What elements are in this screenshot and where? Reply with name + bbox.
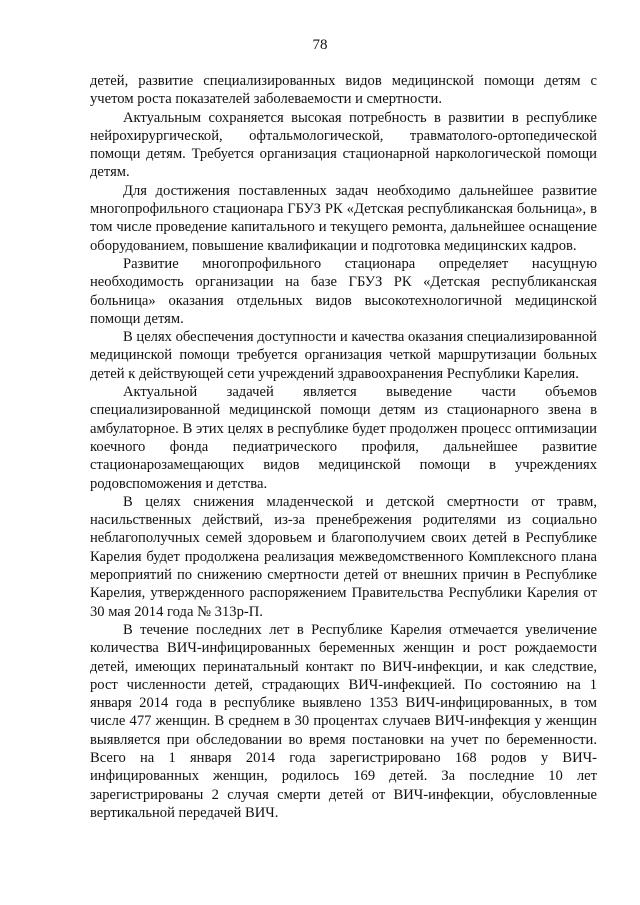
body-text (90, 72, 597, 822)
paragraph: Для достижения поставленных задач необходимо дальнейшее развитие многопрофильного стационара ГБУЗ РК «Детская республиканская больница», в том числе проведение капитального и текущего ремонта, дальнейшее оснащение оборудованием, повышение квалификации и подготовка медицинских кадров. (90, 182, 597, 254)
paragraph: Развитие многопрофильного стационара определяет насущную необходимость организации на базе ГБУЗ РК «Детская республиканская больница» оказания отдельных видов высокотехнологичной медицинской помощи детям. (90, 255, 597, 327)
paragraph: Актуальным сохраняется высокая потребность в развитии в республике нейрохирургической, офтальмологической, травматолого-ортопедической помощи детям. Требуется организация стационарной наркологической помощи детям. (90, 109, 597, 181)
paragraph: В целях снижения младенческой и детской смертности от травм, насильственных действий, из-за пренебрежения родителями из социально неблагополучных семей здоровьем и благополучием своих детей в Республике Карелия будет продолжена реализация межведомственного Комплексного плана мероприятий по снижению смертности детей от внешних причин в Республике Карелия, утвержденного распоряжением Правительства Республики Карелия от 30 мая 2014 года № 313р-П. (90, 493, 597, 620)
paragraph: В течение последних лет в Республике Карелия отмечается увеличение количества ВИЧ-инфицированных беременных женщин и рост рождаемости детей, имеющих перинатальный контакт по ВИЧ-инфекции, и как следствие, рост численности детей, страдающих ВИЧ-инфекцией. По состоянию на 1 января 2014 года в республике выявлено 1353 ВИЧ-инфицированных, в том числе 477 женщин. В среднем в 30 процентах случаев ВИЧ-инфекция у женщин выявляется при обследовании во время постановки на учет по беременности. Всего на 1 января 2014 года зарегистрировано 168 родов у ВИЧ-инфицированных женщин, родилось 169 детей. За последние 10 лет зарегистрированы 2 случая смерти детей от ВИЧ-инфекции, обусловленные вертикальной передачей ВИЧ. (90, 621, 597, 821)
page-number: 78 (312, 37, 328, 53)
paragraph: Актуальной задачей является выведение части объемов специализированной медицинской помощи детям из стационарного звена в амбулаторное. В этих целях в республике будет продолжен процесс оптимизации коечного фонда педиатрического профиля, дальнейшее развитие стационарозамещающих видов медицинской помощи в учреждениях родовспоможения и детства. (90, 384, 597, 492)
paragraph: В целях обеспечения доступности и качества оказания специализированной медицинской помощи требуется организация четкой маршрутизации больных детей к действующей сети учреждений здравоохранения Республики Карелия. (90, 329, 597, 382)
paragraph: детей, развитие специализированных видов медицинской помощи детям с учетом роста показателей заболеваемости и смертности. (90, 73, 597, 108)
